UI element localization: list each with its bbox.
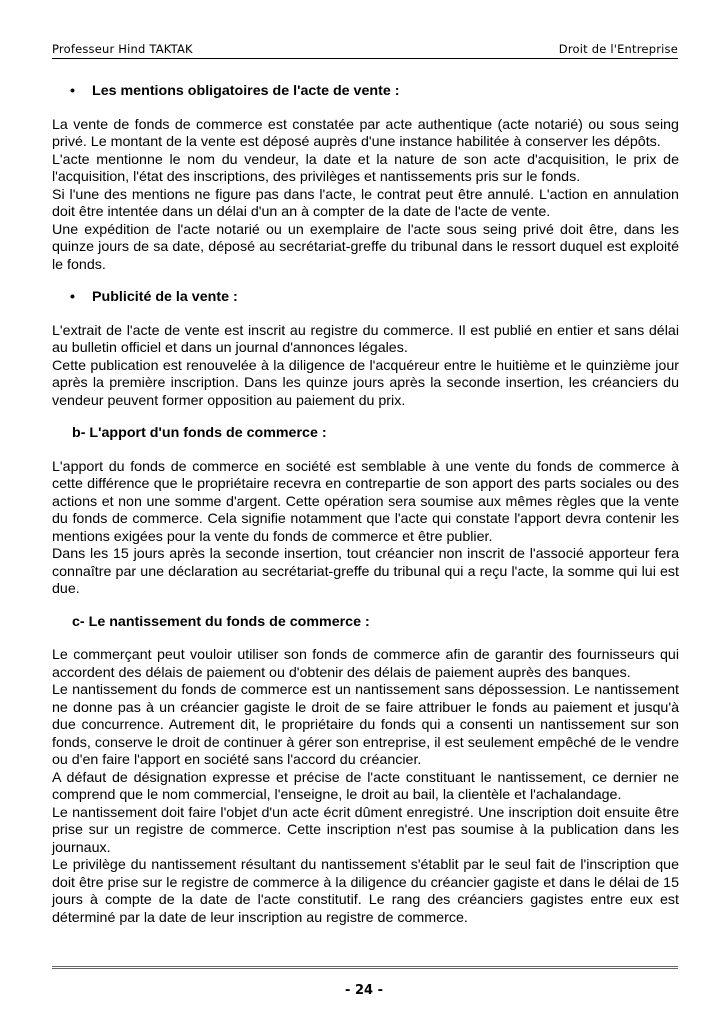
bullet-icon: • [70,289,75,305]
header-course: Droit de l'Entreprise [558,42,678,56]
heading-publicite: • Publicité de la vente : [70,289,238,305]
paragraph: Dans les 15 jours après la seconde insertion, tout créancier non inscrit de l'associé apporteur fera connaître par une déclaration au secrétariat-greffe du tribunal qui a reçu l'acte, la somme qui lui est due. [52,546,679,597]
paragraph: La vente de fonds de commerce est constatée par acte authentique (acte notarié) ou sous seing privé. Le montant de la vente est déposé auprès d'une instance habilitée à conserver les dépôts. [52,116,679,150]
paragraph: Une expédition de l'acte notarié ou un exemplaire de l'acte sous seing privé doit être, dans les quinze jours de sa date, déposé au secrétariat-greffe du tribunal dans le ressort duquel est exploité le fonds. [52,221,679,273]
heading-nantissement: c- Le nantissement du fonds de commerce : [72,613,370,630]
paragraph: L'acte mentionne le nom du vendeur, la date et la nature de son acte d'acquisition, le prix de l'acquisition, l'état des inscriptions, des privilèges et nantissements pris sur le fonds. [52,151,679,185]
paragraph: Le nantissement doit faire l'objet d'un acte écrit dûment enregistré. Une inscription doit ensuite être prise sur un registre de commerce. Cette inscription n'est pas soumise à la publication dans les journaux. [52,804,679,856]
paragraph: Si l'une des mentions ne figure pas dans l'acte, le contrat peut être annulé. L'action en annulation doit être intentée dans un délai d'un an à compter de la date de l'acte de vente. [52,186,679,220]
document-body [52,83,679,927]
heading-mentions: • Les mentions obligatoires de l'acte de vente : [70,83,400,99]
bullet-icon: • [70,83,75,99]
paragraph: Le privilège du nantissement résultant du nantissement s'établit par le seul fait de l'inscription que doit être prise sur le registre de commerce à la diligence du créancier gagiste et dans le délai de 15 jours à compte de la date de l'acte constitutif. Le rang des créanciers gagistes entre eux est déterminé par la date de leur inscription au registre de commerce. [52,857,679,926]
paragraph: Le nantissement du fonds de commerce est un nantissement sans dépossession. Le nantissement ne donne pas à un créancier gagiste le droit de se faire attribuer le fonds au paiement et jusqu'à due concurrence. Autrement dit, le propriétaire du fonds qui a consenti un nantissement sur son fonds, conserve le droit de continuer à gérer son entreprise, il est seulement empêché de le vendre ou d'en faire l'apport en société sans l'accord du créancier. [52,682,679,768]
paragraph: L'apport du fonds de commerce en société est semblable à une vente du fonds de commerce à cette différence que le propriétaire recevra en contrepartie de son apport des parts sociales ou des actions et non une somme d'argent. Cette opération sera soumise aux mêmes règles que la vente du fonds de commerce. Cela signifie notamment que l'acte qui constate l'apport devra contenir les mentions exigées pour la vente du fonds de commerce et être publier. [52,458,679,545]
footer-rule [52,966,678,969]
paragraph: L'extrait de l'acte de vente est inscrit au registre du commerce. Il est publié en entier et sans délai au bulletin officiel et dans un journal d'annonces légales. [52,322,679,356]
paragraph: Cette publication est renouvelée à la diligence de l'acquéreur entre le huitième et le quinzième jour après la première inscription. Dans les quinze jours après la seconde insertion, les créanciers du vendeur peuvent former opposition au paiement du prix. [52,357,679,409]
heading-apport: b- L'apport d'un fonds de commerce : [72,425,327,441]
page-number: - 24 - [345,983,383,998]
header-author: Professeur Hind TAKTAK [52,42,193,56]
paragraph: A défaut de désignation expresse et précise de l'acte constituant le nantissement, ce dernier ne comprend que le nom commercial, l'enseigne, le droit au bail, la clientèle et l'achalandage. [52,769,679,803]
paragraph: Le commerçant peut vouloir utiliser son fonds de commerce afin de garantir des fournisseurs qui accordent des délais de paiement ou d'obtenir des délais de paiement auprès des banques. [52,647,679,681]
page-header [52,40,678,59]
